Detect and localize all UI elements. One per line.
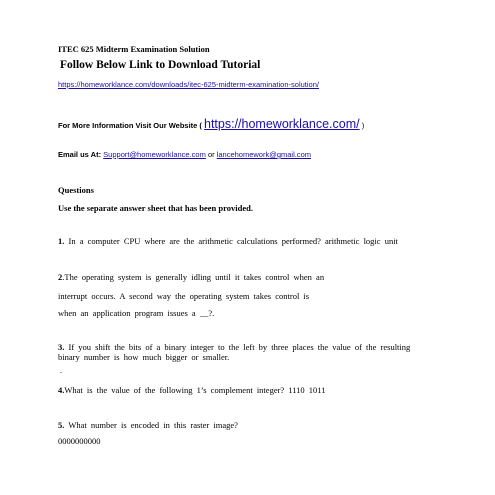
- question-1: [58, 236, 398, 246]
- tutorial-link-line: [58, 80, 319, 89]
- question-2-line-1: [58, 272, 324, 282]
- more-info-close: ): [361, 121, 365, 130]
- download-heading: Follow Below Link to Download Tutorial: [60, 59, 261, 71]
- question-2-number: 2: [58, 272, 63, 282]
- question-3-line-1: [58, 342, 410, 352]
- question-1-text: In a computer CPU where are the arithmetic calculations performed? arithmetic logic unit: [68, 236, 398, 246]
- stray-dot: .: [60, 366, 62, 375]
- question-5: [58, 420, 238, 430]
- tutorial-download-link[interactable]: https://homeworklance.com/downloads/itec-625-midterm-examination-solution/: [58, 80, 319, 89]
- question-5-number: 5.: [58, 420, 65, 430]
- more-info-label: For More Information Visit Our Website (: [58, 121, 202, 130]
- question-5-answer: 0000000000: [58, 436, 101, 446]
- homework-email-link[interactable]: lancehomework@gmail.com: [216, 150, 312, 159]
- support-email-link[interactable]: Support@homeworklance.com: [103, 150, 206, 159]
- question-3-number: 3.: [58, 342, 65, 352]
- questions-heading: Questions: [58, 185, 94, 195]
- question-4-text: What is the value of the following 1’s complement integer? 1110 1011: [64, 385, 326, 395]
- more-info-line: [58, 117, 364, 131]
- question-2-text-1: .The operating system is generally idling until it takes control when an: [62, 272, 325, 282]
- instruction-text: Use the separate answer sheet that has been provided.: [58, 203, 253, 213]
- question-2-line-3: when an application program issues a __?.: [58, 308, 215, 318]
- question-1-number: 1.: [58, 236, 65, 246]
- email-line: [58, 150, 311, 159]
- question-5-text: What number is encoded in this raster image?: [68, 420, 238, 430]
- question-3-line-2: binary number is how much bigger or smaller.: [58, 352, 230, 362]
- document-title: ITEC 625 Midterm Examination Solution: [58, 44, 210, 54]
- website-link[interactable]: https://homeworklance.com/: [204, 117, 360, 131]
- email-label: Email us At:: [58, 150, 102, 159]
- question-4-number: 4.: [58, 385, 65, 395]
- question-4: [58, 385, 326, 395]
- email-or: or: [207, 150, 215, 159]
- question-2-line-2: interrupt occurs. A second way the operating system takes control is: [58, 291, 310, 301]
- question-3-text-1: If you shift the bits of a binary integer to the left by three places the value of the resulting: [68, 342, 411, 352]
